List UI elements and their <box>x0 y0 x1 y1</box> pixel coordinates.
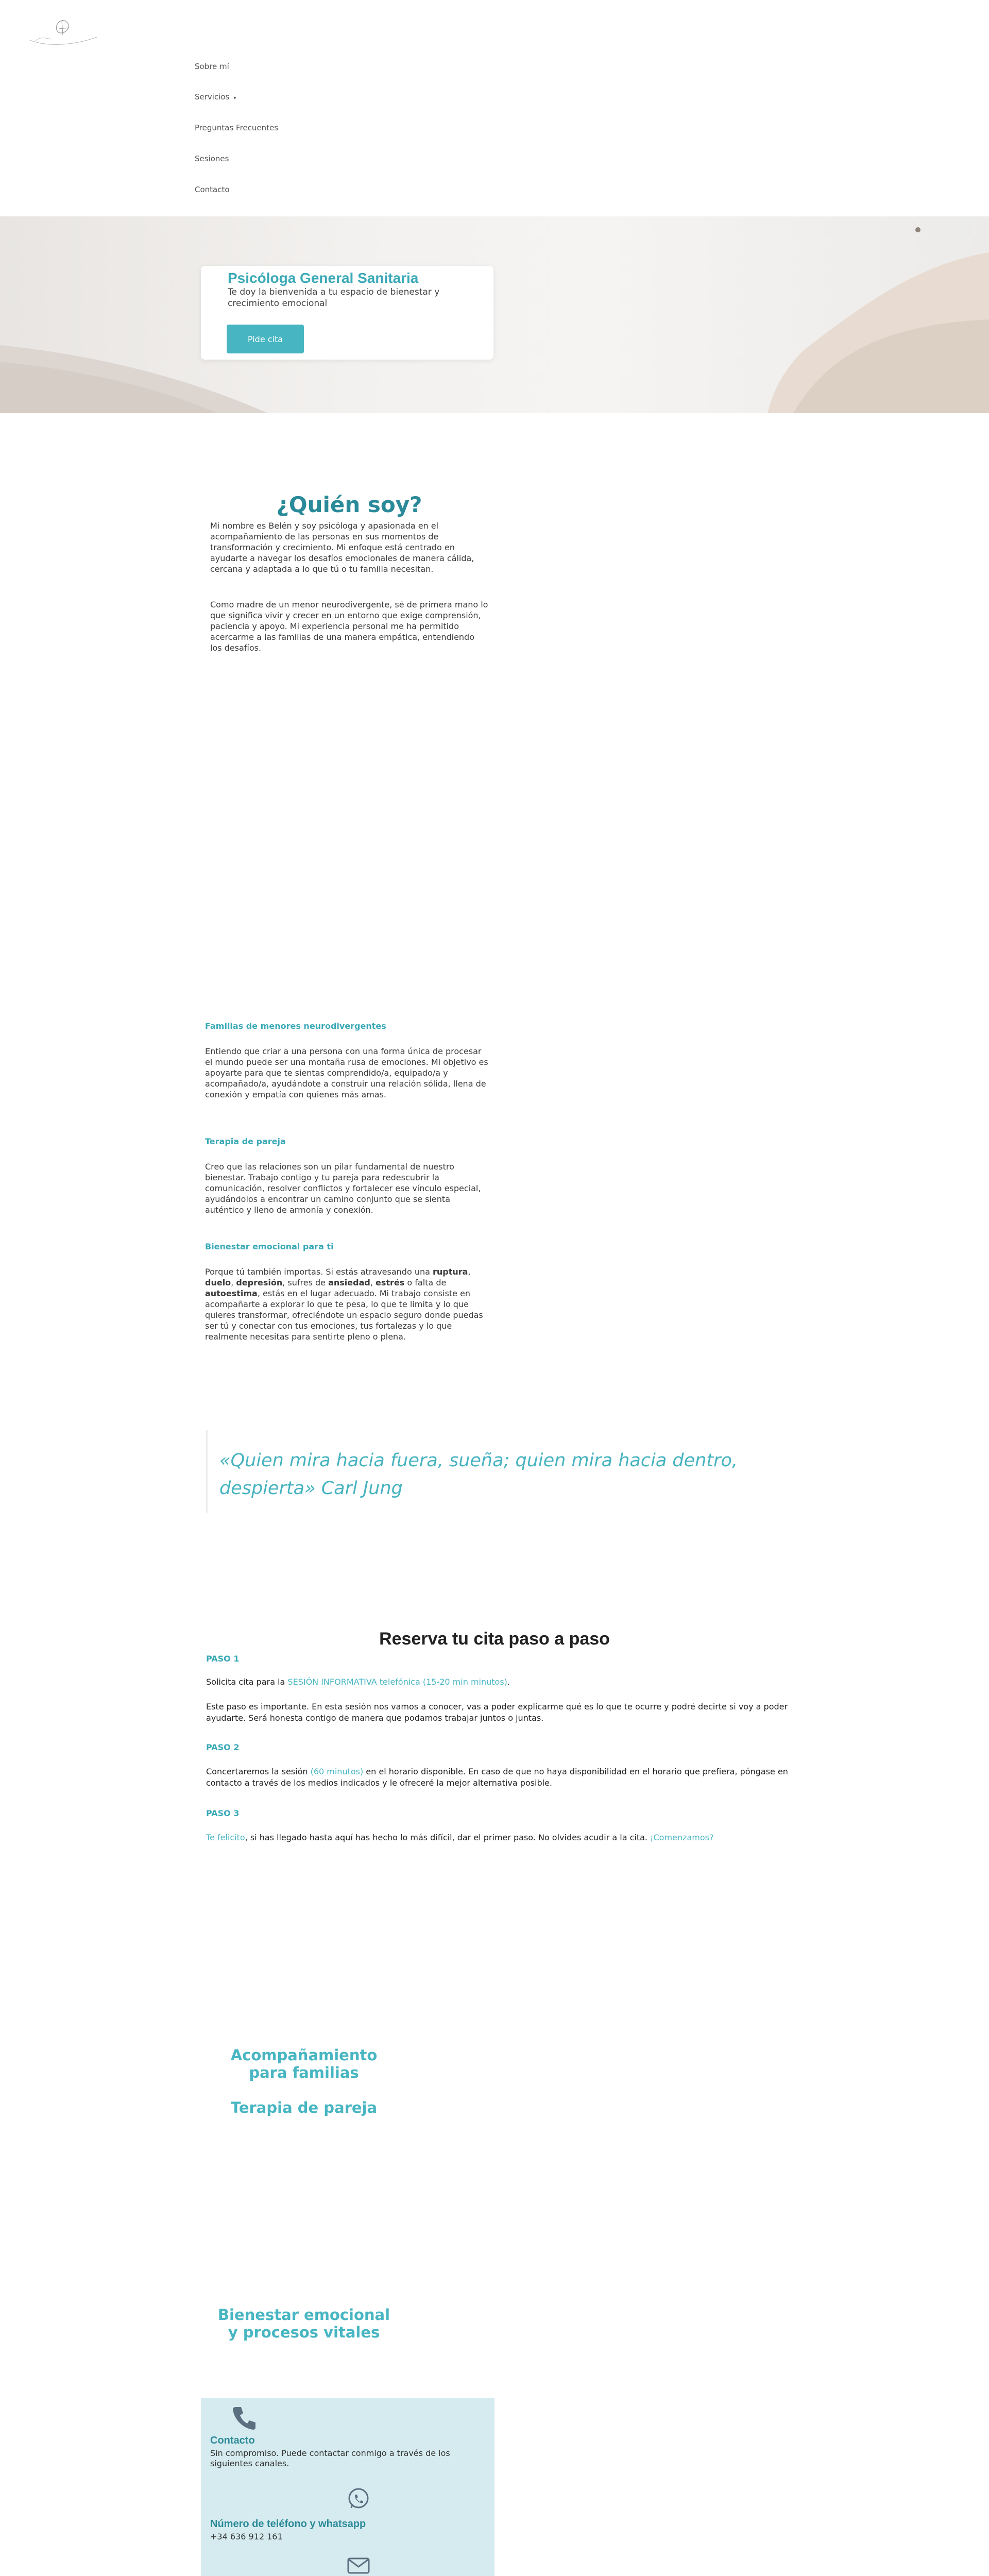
service-familias[interactable]: Acompañamiento para familias <box>230 2046 378 2081</box>
section-text-familias: Entiendo que criar a una persona con una forma única de procesar el mundo puede ser una montaña rusa de emociones. Mi objetivo es apoyarte para que te sientas comprendido/a, equipado/a y acompañado/a, ayudándote a construir una relación sólida, llena de conexión y empatía con quienes más amas. <box>205 1046 488 1099</box>
phone-heading: Número de teléfono y whatsapp <box>210 2518 366 2530</box>
paso-2-label: PASO 2 <box>206 1742 240 1752</box>
pide-cita-button[interactable]: Pide cita <box>227 325 304 353</box>
service-pareja[interactable]: Terapia de pareja <box>230 2099 378 2116</box>
paso-1-label: PASO 1 <box>206 1654 240 1664</box>
section-heading-familias: Familias de menores neurodivergentes <box>205 1021 386 1031</box>
about-paragraph-2: Como madre de un menor neurodivergente, sé de primera mano lo que significa vivir y crecer en un entorno que exige comprensión, paciencia y apoyo. Mi experiencia personal me ha permitido acercarme a las familias de una manera empática, entendiendo los desafíos. <box>210 600 488 653</box>
nav-servicios[interactable] <box>195 92 236 101</box>
nav-label: Servicios <box>195 92 230 101</box>
logo-icon[interactable] <box>25 10 102 52</box>
quote-bar <box>206 1430 208 1513</box>
service-bienestar[interactable]: Bienestar emocional y procesos vitales <box>217 2306 390 2341</box>
paso-3-label: PASO 3 <box>206 1808 240 1818</box>
paso-1-detail: Este paso es importante. En esta sesión nos vamos a conocer, vas a poder explicarme qué es lo que te ocurre y podré decirte si voy a poder ayudarte. Será honesta contigo de manera que podamos trabajar juntos o juntas. <box>206 1702 788 1723</box>
booking-title: Reserva tu cita paso a paso <box>379 1629 610 1649</box>
contact-panel <box>201 2398 494 2576</box>
contact-intro: Sin compromiso. Puede contactar conmigo a través de los siguientes canales. <box>210 2448 450 2468</box>
site-header <box>0 0 989 216</box>
section-heading-bienestar: Bienestar emocional para ti <box>205 1242 334 1251</box>
phone-icon <box>231 2404 258 2431</box>
phone-value[interactable]: +34 636 912 161 <box>210 2532 283 2541</box>
quote-text: «Quien mira hacia fuera, sueña; quien mira hacia dentro, despierta» Carl Jung <box>219 1450 738 1499</box>
comenzamos-link[interactable]: ¡Comenzamos? <box>650 1833 714 1842</box>
section-heading-pareja: Terapia de pareja <box>205 1137 286 1146</box>
section-text-pareja: Creo que las relaciones son un pilar fundamental de nuestro bienestar. Trabajo contigo y tu pareja para redescubrir la comunicación, resolver conflictos y fortalecer ese vínculo especial, ayudándolos a encontrar un camino conjunto que se sienta auténtico y lleno de armonía y conexión. <box>205 1162 481 1215</box>
hero-arms-image <box>0 216 989 413</box>
chevron-down-icon: ▾ <box>233 95 236 101</box>
hero-title: Psicóloga General Sanitaria <box>228 270 419 286</box>
nav-sesiones[interactable] <box>195 154 229 163</box>
hero-subtitle: Te doy la bienvenida a tu espacio de bienestar y crecimiento emocional <box>228 287 440 309</box>
about-title: ¿Quién soy? <box>276 492 422 517</box>
paso-2-text: Concertaremos la sesión (60 minutos) en el horario disponible. En caso de que no haya disponibilidad en el horario que prefiera, póngase en contacto a través de los medios indicados y le ofreceré la mejor alternativa posible. <box>206 1767 788 1788</box>
nav-label: Sobre mí <box>195 62 229 71</box>
paso-1-text: Solicita cita para la SESIÓN INFORMATIVA telefónica (15-20 min minutos). <box>206 1677 510 1687</box>
hero-banner <box>0 216 989 413</box>
about-paragraph-1: Mi nombre es Belén y soy psicóloga y apasionada en el acompañamiento de las personas en sus momentos de transformación y crecimiento. Mi enfoque está centrado en ayudarte a navegar los desafíos emocionales de manera cálida, cercana y adaptada a lo que tú o tu familia necesitan. <box>210 521 474 574</box>
nav-preguntas[interactable] <box>195 123 278 132</box>
contact-title: Contacto <box>210 2435 255 2446</box>
nav-label: Preguntas Frecuentes <box>195 123 279 132</box>
section-text-bienestar: Porque tú también importas. Si estás atravesando una ruptura, duelo, depresión, sufres de ansiedad, estrés o falta de autoestima, estás en el lugar adecuado. Mi trabajo consiste en acompañarte a explorar lo que te pesa, lo que te limita y lo que quieres transformar, ofreciéndote un espacio seguro donde puedas ser tú y conectar con tus emociones, tus fortalezas y lo que realmente necesitas para sentirte pleno o plena. <box>205 1267 483 1342</box>
sesion-informativa-link[interactable]: SESIÓN INFORMATIVA telefónica (15-20 min minutos) <box>287 1677 507 1687</box>
hero-card <box>201 266 493 360</box>
nav-contacto[interactable] <box>195 185 230 194</box>
email-icon <box>345 2552 372 2576</box>
paso-3-text: Te felicito, si has llegado hasta aquí has hecho lo más difícil, dar el primer paso. No olvides acudir a la cita. ¡Comenzamos? <box>206 1833 714 1842</box>
whatsapp-icon <box>345 2485 372 2512</box>
sesion-60-link[interactable]: (60 minutos) <box>310 1767 364 1776</box>
nav-sobre-mi[interactable] <box>195 62 229 71</box>
nav-label: Contacto <box>195 185 230 194</box>
te-felicito-link[interactable]: Te felicito <box>206 1833 245 1842</box>
nav-label: Sesiones <box>195 154 229 163</box>
